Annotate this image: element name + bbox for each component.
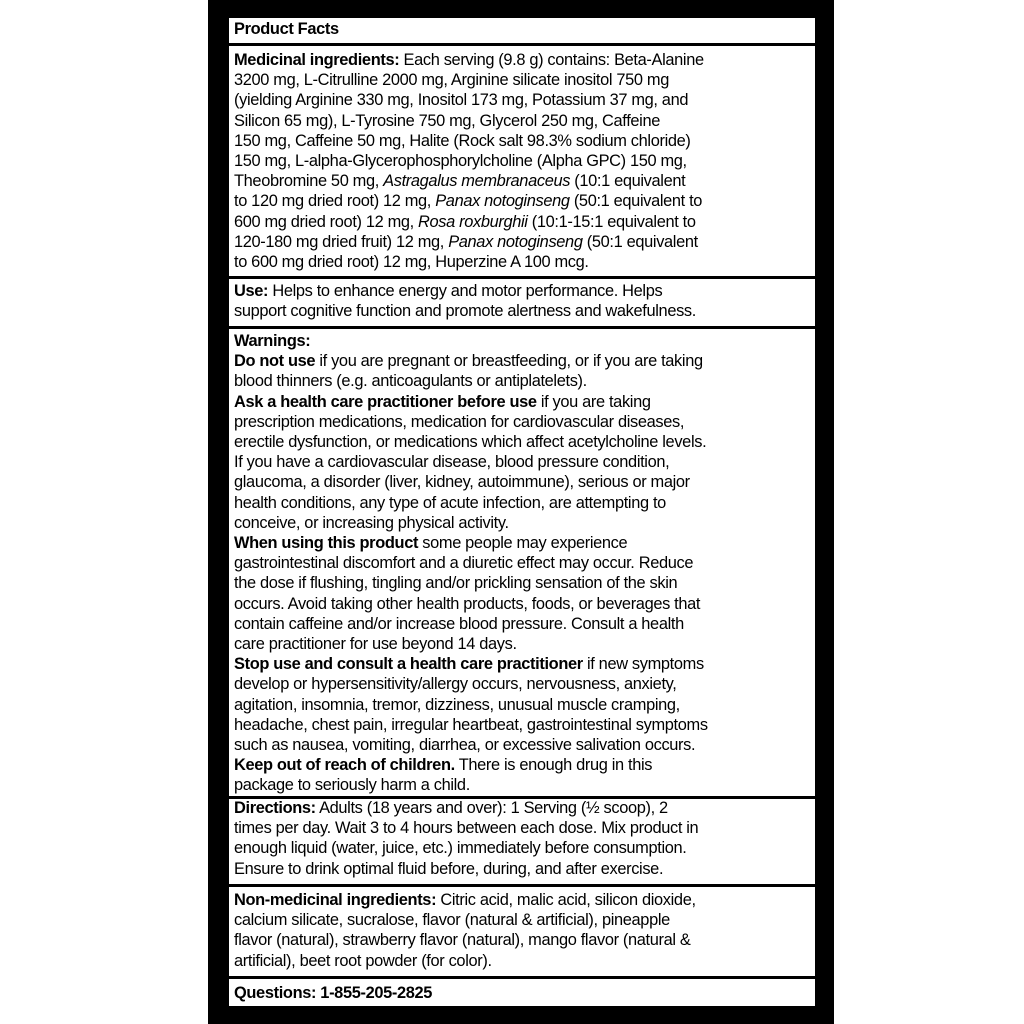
text-run: headache, chest pain, irregular heartbeat, gastrointestinal symptoms xyxy=(234,715,708,734)
warnings-section xyxy=(226,331,818,796)
warnings-line xyxy=(234,392,810,412)
text-run: to 600 mg dried root) 12 mg, Huperzine A 100 mcg. xyxy=(234,253,589,272)
text-run: prescription medications, medication for cardiovascular diseases, xyxy=(234,412,685,431)
text-run: (yielding Arginine 330 mg, Inositol 173 mg, Potassium 37 mg, and xyxy=(234,91,689,110)
text-run: Theobromine 50 mg, xyxy=(234,172,384,191)
text-run: care practitioner for use beyond 14 days. xyxy=(234,635,517,654)
text-run: erectile dysfunction, or medications which affect acetylcholine levels. xyxy=(234,433,707,452)
title-text: Product Facts xyxy=(234,20,339,38)
warnings-line xyxy=(234,614,810,634)
directions-line xyxy=(234,859,810,879)
warnings-line xyxy=(234,695,810,715)
product-facts-title xyxy=(226,19,818,39)
text-run: develop or hypersensitivity/allergy occurs, nervousness, anxiety, xyxy=(234,675,677,694)
text-run: support cognitive function and promote alertness and wakefulness. xyxy=(234,302,696,321)
warnings-line xyxy=(234,472,810,492)
nonmedicinal-label: Non-medicinal ingredients: xyxy=(234,891,437,909)
bold-run: Keep out of reach of children. xyxy=(234,756,455,775)
text-run: 150 mg, Caffeine 50 mg, Halite (Rock salt 98.3% sodium chloride) xyxy=(234,131,691,150)
text-run: package to seriously harm a child. xyxy=(234,776,470,795)
text-run: (10:1 equivalent xyxy=(570,172,686,191)
directions-line xyxy=(234,838,810,858)
warnings-line xyxy=(234,715,810,735)
warnings-line xyxy=(234,755,810,775)
divider xyxy=(226,276,818,279)
warnings-line xyxy=(234,674,810,694)
warnings-line xyxy=(234,634,810,654)
directions-line xyxy=(234,798,810,818)
bold-run: When using this product xyxy=(234,534,419,553)
text-run: artificial), beet root powder (for color). xyxy=(234,951,492,970)
text-run: blood thinners (e.g. anticoagulants or antiplatelets). xyxy=(234,372,587,391)
text-run: calcium silicate, sucralose, flavor (natural & artificial), pineapple xyxy=(234,911,670,930)
text-run: if new symptoms xyxy=(582,655,704,674)
directions-line xyxy=(234,818,810,838)
warnings-line xyxy=(234,533,810,553)
italic-run: Panax notoginseng xyxy=(448,232,583,251)
italic-run: Panax notoginseng xyxy=(435,192,570,211)
bold-run: Do not use xyxy=(234,352,316,371)
text-run: occurs. Avoid taking other health products, foods, or beverages that xyxy=(234,594,701,613)
warnings-line xyxy=(234,331,810,351)
italic-run: Astragalus membranaceus xyxy=(383,172,571,191)
warnings-line xyxy=(234,594,810,614)
text-run: There is enough drug in this xyxy=(454,756,653,775)
bold-run: Stop use and consult a health care practitioner xyxy=(234,655,583,674)
divider xyxy=(226,326,818,329)
text-run: glaucoma, a disorder (liver, kidney, autoimmune), serious or major xyxy=(234,473,690,492)
medicinal-line xyxy=(234,171,810,191)
text-run: If you have a cardiovascular disease, blood pressure condition, xyxy=(234,453,670,472)
nonmedicinal-line xyxy=(234,951,810,971)
text-run: contain caffeine and/or increase blood pressure. Consult a health xyxy=(234,614,684,633)
text-run: Citric acid, malic acid, silicon dioxide, xyxy=(436,891,696,909)
questions-phone: Questions: 1-855-205-2825 xyxy=(234,984,433,1002)
text-run: Adults (18 years and over): 1 Serving (½ scoop), 2 xyxy=(315,799,668,817)
text-run: some people may experience xyxy=(418,534,628,553)
directions-section xyxy=(226,798,818,879)
text-run: Silicon 65 mg), L-Tyrosine 750 mg, Glycerol 250 mg, Caffeine xyxy=(234,111,661,130)
text-run: agitation, insomnia, tremor, dizziness, unusual muscle cramping, xyxy=(234,695,680,714)
medicinal-line xyxy=(234,232,810,252)
text-run: if you are taking xyxy=(536,392,651,411)
italic-run: Rosa roxburghii xyxy=(418,212,528,231)
directions-label: Directions: xyxy=(234,799,316,817)
warnings-line xyxy=(234,432,810,452)
non-medicinal-ingredients-section xyxy=(226,890,818,971)
text-run: to 120 mg dried root) 12 mg, xyxy=(234,192,436,211)
text-run: 120-180 mg dried fruit) 12 mg, xyxy=(234,232,449,251)
text-run: enough liquid (water, juice, etc.) immediately before consumption. xyxy=(234,839,687,858)
text-run: gastrointestinal discomfort and a diuretic effect may occur. Reduce xyxy=(234,554,694,573)
medicinal-line xyxy=(234,151,810,171)
warnings-line xyxy=(234,351,810,371)
questions-section xyxy=(226,983,818,1003)
nonmedicinal-line xyxy=(234,910,810,930)
divider xyxy=(226,976,818,979)
medicinal-line xyxy=(234,191,810,211)
warnings-line xyxy=(234,513,810,533)
warnings-line xyxy=(234,654,810,674)
text-run: 600 mg dried root) 12 mg, xyxy=(234,212,419,231)
text-run: 3200 mg, L-Citrulline 2000 mg, Arginine silicate inositol 750 mg xyxy=(234,71,669,90)
warnings-line xyxy=(234,735,810,755)
bold-run: Warnings: xyxy=(234,332,311,350)
use-line xyxy=(234,281,810,301)
text-run: (50:1 equivalent to xyxy=(569,192,703,211)
use-section xyxy=(226,281,818,321)
warnings-line xyxy=(234,452,810,472)
text-run: 150 mg, L-alpha-Glycerophosphorylcholine (Alpha GPC) 150 mg, xyxy=(234,152,687,171)
medicinal-line xyxy=(234,90,810,110)
text-run: such as nausea, vomiting, diarrhea, or excessive salivation occurs. xyxy=(234,736,696,755)
divider xyxy=(226,43,818,46)
medicinal-line xyxy=(234,252,810,272)
text-run: conceive, or increasing physical activity. xyxy=(234,513,509,532)
medicinal-line xyxy=(234,70,810,90)
text-run: (10:1-15:1 equivalent to xyxy=(527,212,696,231)
bold-run: Ask a health care practitioner before use xyxy=(234,392,537,411)
text-run: Helps to enhance energy and motor performance. Helps xyxy=(268,282,663,300)
text-run: if you are pregnant or breastfeeding, or if you are taking xyxy=(315,352,703,371)
nonmedicinal-line xyxy=(234,930,810,950)
warnings-line xyxy=(234,493,810,513)
medicinal-label: Medicinal ingredients: xyxy=(234,51,400,69)
use-label: Use: xyxy=(234,282,269,300)
text-run: health conditions, any type of acute infection, are attempting to xyxy=(234,493,666,512)
medicinal-line xyxy=(234,212,810,232)
text-run: flavor (natural), strawberry flavor (natural), mango flavor (natural & xyxy=(234,931,691,950)
medicinal-line xyxy=(234,111,810,131)
text-run: Ensure to drink optimal fluid before, during, and after exercise. xyxy=(234,859,664,878)
warnings-line xyxy=(234,573,810,593)
warnings-line xyxy=(234,371,810,391)
medicinal-ingredients-section xyxy=(226,50,818,272)
warnings-line xyxy=(234,412,810,432)
divider xyxy=(226,884,818,887)
use-line xyxy=(234,301,810,321)
text-run: times per day. Wait 3 to 4 hours between each dose. Mix product in xyxy=(234,819,699,838)
text-run: the dose if flushing, tingling and/or prickling sensation of the skin xyxy=(234,574,678,593)
warnings-line xyxy=(234,553,810,573)
warnings-line xyxy=(234,775,810,795)
medicinal-line xyxy=(234,50,810,70)
nonmedicinal-line xyxy=(234,890,810,910)
medicinal-line xyxy=(234,131,810,151)
text-run: Each serving (9.8 g) contains: Beta-Alanine xyxy=(399,51,704,69)
text-run: (50:1 equivalent xyxy=(582,232,698,251)
